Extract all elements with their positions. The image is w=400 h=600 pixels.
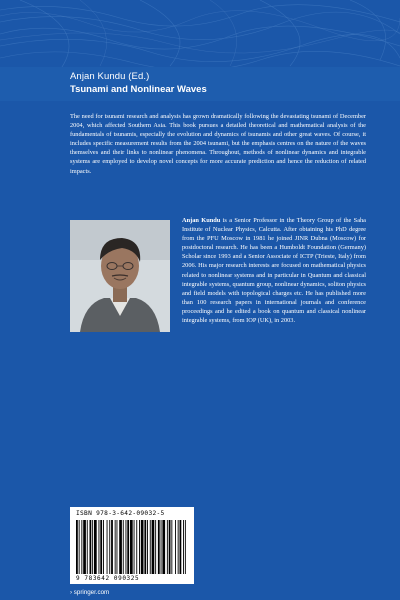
book-description: The need for tsunami research and analysis has grown dramatically following the devastating tsunami of December 2004, which affected Southern Asia. This book pursues a detailed theoretical and mathematical analysis of the fundamentals of tsunamis, especially the evolution and dynamics of tsunamis and other great waves. Of course, it includes specific measurement results from the 2004 tsunami, but the emphasis centres on the nature of the waves themselves and their links to nonlinear phenomena. Throughout, methods of nonlinear dynamics and integrable systems are employed to develop novel concepts for more accurate prediction and hence the reduction of related impacts. <box>70 113 366 175</box>
springer-link[interactable]: › springer.com <box>70 589 110 596</box>
bio-name: Anjan Kundu <box>182 217 221 224</box>
author-photo <box>70 220 170 332</box>
barcode-bars <box>76 520 188 574</box>
bio-text: is a Senior Professor in the Theory Group of the Saha Institute of Nuclear Physics, Calcutta. After obtaining his PhD degree from the PFU Moscow in 1981 he joined JINR Dubna (Moscow) for postdoctoral research. He has been a Humboldt Foundation (Germany) Scholar since 1993 and a Senior Associate of ICTP (Trieste, Italy) from 2006. His major research interests are focused on mathematical physics related to nonlinear systems and in particular in Quantum and classical integrable systems, quantum group, nonlinear dynamics, soliton physics and field models with topological charges etc. He has published more than 100 research papers in international journals and conference proceedings and he edited a book on quantum and classical nonlinear integrable systems, from IOP (UK), in 2003. <box>182 217 367 325</box>
barcode-panel <box>70 507 194 584</box>
author-bio <box>182 216 366 325</box>
author-line: Anjan Kundu (Ed.) <box>70 71 150 82</box>
book-title: Tsunami and Nonlinear Waves <box>70 84 207 95</box>
barcode-number: 9 783642 090325 <box>76 575 140 582</box>
isbn-label: ISBN 978-3-642-09032-5 <box>76 510 165 517</box>
